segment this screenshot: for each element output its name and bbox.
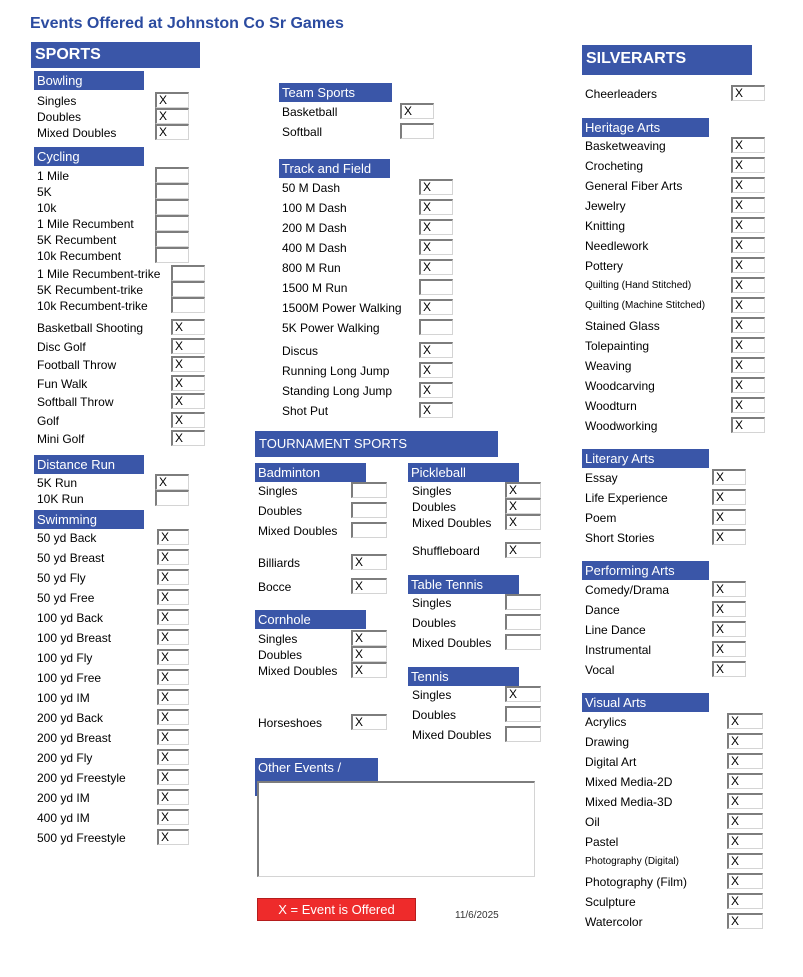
heritage-knitting-checkbox[interactable]: X	[731, 217, 765, 233]
cycling-1-mile-recumbent-label: 1 Mile Recumbent	[37, 217, 134, 231]
track-400-m-dash-checkbox[interactable]: X	[419, 239, 453, 255]
pickleball-header: Pickleball	[408, 463, 519, 482]
heritage-pottery-checkbox[interactable]: X	[731, 257, 765, 273]
cornhole-mixed-doubles-checkbox[interactable]: X	[351, 662, 387, 678]
bowling-singles-checkbox[interactable]: X	[155, 92, 189, 108]
track-standing-long-jump-checkbox[interactable]: X	[419, 382, 453, 398]
team-basketball-label: Basketball	[282, 105, 338, 119]
track-1500-m-run-label: 1500 M Run	[282, 281, 348, 295]
heritage-quilting-machine-stitched-label: Quilting (Machine Stitched)	[585, 300, 706, 311]
swimming-100-yd-fly-checkbox[interactable]: X	[157, 649, 189, 665]
visual-arts-header: Visual Arts	[582, 693, 709, 712]
visual-oil-label: Oil	[585, 815, 600, 829]
track-running-long-jump-label: Running Long Jump	[282, 364, 390, 378]
visual-sculpture-checkbox[interactable]: X	[727, 893, 763, 909]
track-shot-put-label: Shot Put	[282, 404, 329, 418]
legend-badge: X = Event is Offered	[257, 898, 416, 921]
badminton-singles-label: Singles	[258, 484, 298, 498]
bowling-singles-label: Singles	[37, 94, 77, 108]
performing-dance-label: Dance	[585, 603, 620, 617]
table-tennis-doubles-checkbox[interactable]	[505, 614, 541, 630]
notes-textarea[interactable]	[257, 781, 535, 877]
track-100-m-dash-label: 100 M Dash	[282, 201, 347, 215]
cheerleaders-cheerleaders-label: Cheerleaders	[585, 87, 658, 101]
track-5k-power-walking-label: 5K Power Walking	[282, 321, 380, 335]
performing-vocal-label: Vocal	[585, 663, 615, 677]
swimming-400-yd-im-checkbox[interactable]: X	[157, 809, 189, 825]
misc-softball-throw-label: Softball Throw	[37, 395, 114, 409]
table-tennis-doubles-label: Doubles	[412, 616, 457, 630]
trikes-5k-recumbent-trike-label: 5K Recumbent-trike	[37, 283, 144, 297]
literary-arts-header: Literary Arts	[582, 449, 709, 468]
bowling-doubles-label: Doubles	[37, 110, 82, 124]
heritage-crocheting-checkbox[interactable]: X	[731, 157, 765, 173]
swimming-200-yd-back-checkbox[interactable]: X	[157, 709, 189, 725]
swimming-200-yd-breast-label: 200 yd Breast	[37, 731, 112, 745]
misc-golf-label: Golf	[37, 414, 60, 428]
visual-oil-checkbox[interactable]: X	[727, 813, 763, 829]
misc-mini-golf-label: Mini Golf	[37, 432, 85, 446]
swimming-50-yd-back-label: 50 yd Back	[37, 531, 97, 545]
literary-poem-checkbox[interactable]: X	[712, 509, 746, 525]
swimming-200-yd-im-checkbox[interactable]: X	[157, 789, 189, 805]
heritage-woodworking-label: Woodworking	[585, 419, 658, 433]
misc-basketball-shooting-label: Basketball Shooting	[37, 321, 144, 335]
track-5k-power-walking-checkbox[interactable]	[419, 319, 453, 335]
track-100-m-dash-checkbox[interactable]: X	[419, 199, 453, 215]
swimming-100-yd-back-checkbox[interactable]: X	[157, 609, 189, 625]
pickleball-mixed-doubles-label: Mixed Doubles	[412, 516, 492, 530]
bocce-bocce-checkbox[interactable]: X	[351, 578, 387, 594]
tennis-doubles-checkbox[interactable]	[505, 706, 541, 722]
visual-drawing-checkbox[interactable]: X	[727, 733, 763, 749]
visual-photography-digital-checkbox[interactable]: X	[727, 853, 763, 869]
cycling-10k-recumbent-checkbox[interactable]	[155, 247, 189, 263]
swimming-400-yd-im-label: 400 yd IM	[37, 811, 90, 825]
heritage-basketweaving-checkbox[interactable]: X	[731, 137, 765, 153]
performing-instrumental-checkbox[interactable]: X	[712, 641, 746, 657]
cornhole-doubles-label: Doubles	[258, 648, 303, 662]
team-softball-label: Softball	[282, 125, 323, 139]
cycling-10k-label: 10k	[37, 201, 57, 215]
literary-essay-checkbox[interactable]: X	[712, 469, 746, 485]
trikes-5k-recumbent-trike-checkbox[interactable]	[171, 281, 205, 297]
track-800-m-run-checkbox[interactable]: X	[419, 259, 453, 275]
pickleball-mixed-doubles-checkbox[interactable]: X	[505, 514, 541, 530]
horseshoes-horseshoes-checkbox[interactable]: X	[351, 714, 387, 730]
swimming-200-yd-freestyle-checkbox[interactable]: X	[157, 769, 189, 785]
heritage-weaving-label: Weaving	[585, 359, 632, 373]
cycling-1-mile-checkbox[interactable]	[155, 167, 189, 183]
visual-acrylics-checkbox[interactable]: X	[727, 713, 763, 729]
tennis-singles-checkbox[interactable]: X	[505, 686, 541, 702]
team-basketball-checkbox[interactable]: X	[400, 103, 434, 119]
cycling-10k-recumbent-label: 10k Recumbent	[37, 249, 122, 263]
visual-watercolor-label: Watercolor	[585, 915, 643, 929]
misc-softball-throw-checkbox[interactable]: X	[171, 393, 205, 409]
literary-essay-label: Essay	[585, 471, 618, 485]
literary-life-experience-label: Life Experience	[585, 491, 668, 505]
swimming-200-yd-fly-label: 200 yd Fly	[37, 751, 93, 765]
misc-football-throw-checkbox[interactable]: X	[171, 356, 205, 372]
heritage-jewelry-checkbox[interactable]: X	[731, 197, 765, 213]
team-softball-checkbox[interactable]	[400, 123, 434, 139]
visual-photography-film-label: Photography (Film)	[585, 875, 688, 889]
swimming-100-yd-im-label: 100 yd IM	[37, 691, 90, 705]
performing-comedy-drama-checkbox[interactable]: X	[712, 581, 746, 597]
misc-fun-walk-label: Fun Walk	[37, 377, 88, 391]
heritage-needlework-label: Needlework	[585, 239, 649, 253]
misc-fun-walk-checkbox[interactable]: X	[171, 375, 205, 391]
badminton-header: Badminton	[255, 463, 366, 482]
heritage-needlework-checkbox[interactable]: X	[731, 237, 765, 253]
bowling-header: Bowling	[34, 71, 144, 90]
visual-pastel-checkbox[interactable]: X	[727, 833, 763, 849]
visual-drawing-label: Drawing	[585, 735, 630, 749]
track-400-m-dash-label: 400 M Dash	[282, 241, 347, 255]
visual-mixed-media-2d-checkbox[interactable]: X	[727, 773, 763, 789]
misc-basketball-shooting-checkbox[interactable]: X	[171, 319, 205, 335]
badminton-doubles-label: Doubles	[258, 504, 303, 518]
distance-5k-run-checkbox[interactable]: X	[155, 474, 189, 490]
heritage-pottery-label: Pottery	[585, 259, 624, 273]
other-events-header: Other Events /	[255, 758, 378, 796]
track-1500m-power-walking-label: 1500M Power Walking	[282, 301, 402, 315]
performing-dance-checkbox[interactable]: X	[712, 601, 746, 617]
billiards-billiards-checkbox[interactable]: X	[351, 554, 387, 570]
visual-sculpture-label: Sculpture	[585, 895, 636, 909]
silverarts-banner: SILVERARTS	[582, 45, 752, 75]
misc-golf-checkbox[interactable]: X	[171, 412, 205, 428]
heritage-stained-glass-label: Stained Glass	[585, 319, 660, 333]
trikes-10k-recumbent-trike-label: 10k Recumbent-trike	[37, 299, 148, 313]
track-field-header: Track and Field	[279, 159, 390, 178]
cycling-5k-recumbent-checkbox[interactable]	[155, 231, 189, 247]
distance-run-header: Distance Run	[34, 455, 144, 474]
swimming-100-yd-fly-label: 100 yd Fly	[37, 651, 93, 665]
swimming-200-yd-im-label: 200 yd IM	[37, 791, 90, 805]
heritage-woodcarving-label: Woodcarving	[585, 379, 655, 393]
heritage-crocheting-label: Crocheting	[585, 159, 644, 173]
cycling-5k-label: 5K	[37, 185, 52, 199]
swimming-200-yd-breast-checkbox[interactable]: X	[157, 729, 189, 745]
table-tennis-mixed-doubles-label: Mixed Doubles	[412, 636, 492, 650]
tennis-singles-label: Singles	[412, 688, 452, 702]
heritage-woodworking-checkbox[interactable]: X	[731, 417, 765, 433]
heritage-tolepainting-label: Tolepainting	[585, 339, 650, 353]
heritage-stained-glass-checkbox[interactable]: X	[731, 317, 765, 333]
heritage-jewelry-label: Jewelry	[585, 199, 626, 213]
swimming-50-yd-fly-label: 50 yd Fly	[37, 571, 86, 585]
swimming-50-yd-fly-checkbox[interactable]: X	[157, 569, 189, 585]
swimming-200-yd-back-label: 200 yd Back	[37, 711, 104, 725]
team-sports-header: Team Sports	[279, 83, 392, 102]
pickleball-doubles-checkbox[interactable]: X	[505, 498, 541, 514]
badminton-mixed-doubles-checkbox[interactable]	[351, 522, 387, 538]
performing-comedy-drama-label: Comedy/Drama	[585, 583, 670, 597]
heritage-woodturn-checkbox[interactable]: X	[731, 397, 765, 413]
cycling-10k-checkbox[interactable]	[155, 199, 189, 215]
swimming-100-yd-back-label: 100 yd Back	[37, 611, 104, 625]
badminton-singles-checkbox[interactable]	[351, 482, 387, 498]
track-running-long-jump-checkbox[interactable]: X	[419, 362, 453, 378]
heritage-arts-header: Heritage Arts	[582, 118, 709, 137]
track-800-m-run-label: 800 M Run	[282, 261, 341, 275]
pickleball-singles-label: Singles	[412, 484, 452, 498]
page-title: Events Offered at Johnston Co Sr Games	[30, 15, 344, 32]
swimming-200-yd-freestyle-label: 200 yd Freestyle	[37, 771, 126, 785]
distance-5k-run-label: 5K Run	[37, 476, 78, 490]
misc-mini-golf-checkbox[interactable]: X	[171, 430, 205, 446]
visual-digital-art-checkbox[interactable]: X	[727, 753, 763, 769]
literary-life-experience-checkbox[interactable]: X	[712, 489, 746, 505]
pickleball-doubles-label: Doubles	[412, 500, 457, 514]
heritage-tolepainting-checkbox[interactable]: X	[731, 337, 765, 353]
bowling-mixed-doubles-label: Mixed Doubles	[37, 126, 117, 140]
swimming-100-yd-breast-label: 100 yd Breast	[37, 631, 112, 645]
trikes-10k-recumbent-trike-checkbox[interactable]	[171, 297, 205, 313]
cornhole-singles-label: Singles	[258, 632, 298, 646]
swimming-100-yd-free-checkbox[interactable]: X	[157, 669, 189, 685]
cycling-header: Cycling	[34, 147, 144, 166]
literary-short-stories-checkbox[interactable]: X	[712, 529, 746, 545]
swimming-50-yd-free-label: 50 yd Free	[37, 591, 95, 605]
sports-banner: SPORTS	[31, 42, 200, 68]
billiards-billiards-label: Billiards	[258, 556, 301, 570]
heritage-woodcarving-checkbox[interactable]: X	[731, 377, 765, 393]
performing-line-dance-checkbox[interactable]: X	[712, 621, 746, 637]
swimming-100-yd-free-label: 100 yd Free	[37, 671, 102, 685]
distance-10k-run-label: 10K Run	[37, 492, 84, 506]
misc-disc-golf-label: Disc Golf	[37, 340, 86, 354]
swimming-50-yd-breast-checkbox[interactable]: X	[157, 549, 189, 565]
cycling-5k-recumbent-label: 5K Recumbent	[37, 233, 117, 247]
visual-photography-digital-label: Photography (Digital)	[585, 856, 679, 867]
badminton-doubles-checkbox[interactable]	[351, 502, 387, 518]
shuffleboard-shuffleboard-label: Shuffleboard	[412, 544, 480, 558]
visual-photography-film-checkbox[interactable]: X	[727, 873, 763, 889]
cornhole-doubles-checkbox[interactable]: X	[351, 646, 387, 662]
heritage-quilting-hand-stitched-label: Quilting (Hand Stitched)	[585, 280, 692, 291]
tennis-header: Tennis	[408, 667, 519, 686]
cheerleaders-cheerleaders-checkbox[interactable]: X	[731, 85, 765, 101]
visual-pastel-label: Pastel	[585, 835, 619, 849]
bowling-doubles-checkbox[interactable]: X	[155, 108, 189, 124]
heritage-general-fiber-arts-checkbox[interactable]: X	[731, 177, 765, 193]
visual-acrylics-label: Acrylics	[585, 715, 627, 729]
visual-mixed-media-2d-label: Mixed Media-2D	[585, 775, 673, 789]
cycling-1-mile-label: 1 Mile	[37, 169, 70, 183]
date-label: 11/6/2025	[455, 910, 499, 921]
tennis-mixed-doubles-checkbox[interactable]	[505, 726, 541, 742]
heritage-quilting-machine-stitched-checkbox[interactable]: X	[731, 297, 765, 313]
literary-short-stories-label: Short Stories	[585, 531, 655, 545]
table-tennis-mixed-doubles-checkbox[interactable]	[505, 634, 541, 650]
track-200-m-dash-label: 200 M Dash	[282, 221, 347, 235]
cornhole-mixed-doubles-label: Mixed Doubles	[258, 664, 338, 678]
swimming-100-yd-breast-checkbox[interactable]: X	[157, 629, 189, 645]
track-1500-m-run-checkbox[interactable]	[419, 279, 453, 295]
horseshoes-horseshoes-label: Horseshoes	[258, 716, 323, 730]
track-200-m-dash-checkbox[interactable]: X	[419, 219, 453, 235]
trikes-1-mile-recumbent-trike-checkbox[interactable]	[171, 265, 205, 281]
swimming-500-yd-freestyle-checkbox[interactable]: X	[157, 829, 189, 845]
visual-watercolor-checkbox[interactable]: X	[727, 913, 763, 929]
heritage-woodturn-label: Woodturn	[585, 399, 637, 413]
tournament-banner: TOURNAMENT SPORTS	[255, 431, 498, 457]
tennis-mixed-doubles-label: Mixed Doubles	[412, 728, 492, 742]
performing-vocal-checkbox[interactable]: X	[712, 661, 746, 677]
visual-mixed-media-3d-checkbox[interactable]: X	[727, 793, 763, 809]
cornhole-singles-checkbox[interactable]: X	[351, 630, 387, 646]
trikes-1-mile-recumbent-trike-label: 1 Mile Recumbent-trike	[37, 267, 161, 281]
track-standing-long-jump-label: Standing Long Jump	[282, 384, 393, 398]
track-shot-put-checkbox[interactable]: X	[419, 402, 453, 418]
bocce-bocce-label: Bocce	[258, 580, 292, 594]
performing-instrumental-label: Instrumental	[585, 643, 652, 657]
track-discus-label: Discus	[282, 344, 319, 358]
track-discus-checkbox[interactable]: X	[419, 342, 453, 358]
table-tennis-singles-checkbox[interactable]	[505, 594, 541, 610]
swimming-100-yd-im-checkbox[interactable]: X	[157, 689, 189, 705]
swimming-50-yd-free-checkbox[interactable]: X	[157, 589, 189, 605]
shuffleboard-shuffleboard-checkbox[interactable]: X	[505, 542, 541, 558]
visual-mixed-media-3d-label: Mixed Media-3D	[585, 795, 673, 809]
track-50-m-dash-label: 50 M Dash	[282, 181, 341, 195]
visual-digital-art-label: Digital Art	[585, 755, 637, 769]
table-tennis-header: Table Tennis	[408, 575, 519, 594]
tennis-doubles-label: Doubles	[412, 708, 457, 722]
misc-football-throw-label: Football Throw	[37, 358, 117, 372]
cornhole-header: Cornhole	[255, 610, 366, 629]
swimming-50-yd-breast-label: 50 yd Breast	[37, 551, 105, 565]
heritage-knitting-label: Knitting	[585, 219, 626, 233]
table-tennis-singles-label: Singles	[412, 596, 452, 610]
heritage-quilting-hand-stitched-checkbox[interactable]: X	[731, 277, 765, 293]
swimming-50-yd-back-checkbox[interactable]: X	[157, 529, 189, 545]
bowling-mixed-doubles-checkbox[interactable]: X	[155, 124, 189, 140]
track-1500m-power-walking-checkbox[interactable]: X	[419, 299, 453, 315]
performing-arts-header: Performing Arts	[582, 561, 709, 580]
badminton-mixed-doubles-label: Mixed Doubles	[258, 524, 338, 538]
heritage-weaving-checkbox[interactable]: X	[731, 357, 765, 373]
heritage-basketweaving-label: Basketweaving	[585, 139, 666, 153]
cycling-1-mile-recumbent-checkbox[interactable]	[155, 215, 189, 231]
swimming-500-yd-freestyle-label: 500 yd Freestyle	[37, 831, 126, 845]
literary-poem-label: Poem	[585, 511, 617, 525]
track-50-m-dash-checkbox[interactable]: X	[419, 179, 453, 195]
cycling-5k-checkbox[interactable]	[155, 183, 189, 199]
pickleball-singles-checkbox[interactable]: X	[505, 482, 541, 498]
misc-disc-golf-checkbox[interactable]: X	[171, 338, 205, 354]
swimming-200-yd-fly-checkbox[interactable]: X	[157, 749, 189, 765]
heritage-general-fiber-arts-label: General Fiber Arts	[585, 179, 683, 193]
performing-line-dance-label: Line Dance	[585, 623, 646, 637]
distance-10k-run-checkbox[interactable]	[155, 490, 189, 506]
swimming-header: Swimming	[34, 510, 144, 529]
